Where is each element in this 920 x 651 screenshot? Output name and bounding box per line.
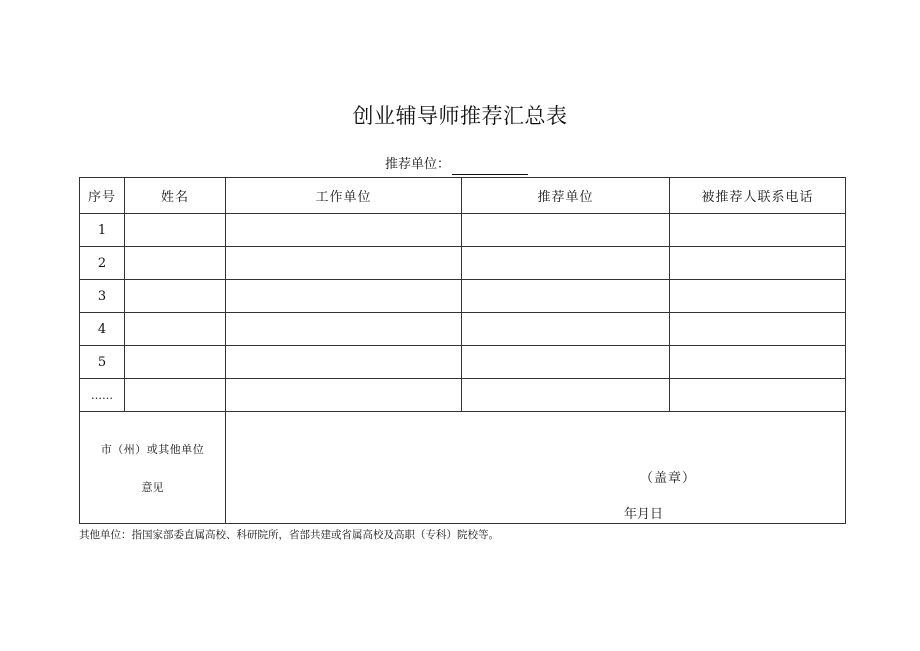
document-title: 创业辅导师推荐汇总表 bbox=[352, 104, 568, 128]
footnote: 其他单位：指国家部委直属高校、科研院所，省部共建或省属高校及高职（专科）院校等。 bbox=[79, 529, 499, 541]
recommender-unit-blank[interactable] bbox=[452, 158, 528, 175]
phone-cell[interactable] bbox=[670, 247, 846, 280]
workplace-cell[interactable] bbox=[226, 379, 462, 412]
table-header-row bbox=[80, 178, 846, 214]
table-row bbox=[80, 247, 846, 280]
opinion-label-line2: 意见 bbox=[141, 480, 164, 494]
row-index: 2 bbox=[80, 247, 125, 280]
name-cell[interactable] bbox=[125, 346, 226, 379]
opinion-row bbox=[80, 412, 846, 524]
row-index: 1 bbox=[80, 214, 125, 247]
phone-cell[interactable] bbox=[670, 214, 846, 247]
workplace-cell[interactable] bbox=[226, 346, 462, 379]
row-index: 4 bbox=[80, 313, 125, 346]
table-row bbox=[80, 379, 846, 412]
recommender-cell[interactable] bbox=[462, 280, 670, 313]
row-index: 3 bbox=[80, 280, 125, 313]
opinion-label-cell bbox=[80, 412, 226, 524]
opinion-label-line1: 市（州）或其他单位 bbox=[100, 442, 205, 456]
opinion-body-cell[interactable] bbox=[226, 412, 846, 524]
phone-cell[interactable] bbox=[670, 280, 846, 313]
seal-label: （盖章） bbox=[640, 471, 697, 486]
name-cell[interactable] bbox=[125, 379, 226, 412]
recommender-unit-label: 推荐单位： bbox=[385, 157, 451, 172]
row-index: …… bbox=[80, 379, 125, 412]
name-cell[interactable] bbox=[125, 280, 226, 313]
date-label: 年月日 bbox=[624, 507, 664, 522]
summary-table bbox=[79, 177, 846, 524]
table-row bbox=[80, 280, 846, 313]
phone-cell[interactable] bbox=[670, 379, 846, 412]
table-row bbox=[80, 346, 846, 379]
row-index: 5 bbox=[80, 346, 125, 379]
recommender-cell[interactable] bbox=[462, 379, 670, 412]
header-index: 序号 bbox=[80, 178, 125, 214]
phone-cell[interactable] bbox=[670, 313, 846, 346]
phone-cell[interactable] bbox=[670, 346, 846, 379]
name-cell[interactable] bbox=[125, 313, 226, 346]
workplace-cell[interactable] bbox=[226, 214, 462, 247]
table-row bbox=[80, 313, 846, 346]
table-row bbox=[80, 214, 846, 247]
recommender-unit-line bbox=[385, 155, 528, 175]
workplace-cell[interactable] bbox=[226, 313, 462, 346]
name-cell[interactable] bbox=[125, 214, 226, 247]
workplace-cell[interactable] bbox=[226, 247, 462, 280]
recommender-cell[interactable] bbox=[462, 247, 670, 280]
recommender-cell[interactable] bbox=[462, 214, 670, 247]
workplace-cell[interactable] bbox=[226, 280, 462, 313]
recommender-cell[interactable] bbox=[462, 346, 670, 379]
header-name: 姓名 bbox=[125, 178, 226, 214]
header-workplace: 工作单位 bbox=[226, 178, 462, 214]
header-phone: 被推荐人联系电话 bbox=[670, 178, 846, 214]
header-recommender: 推荐单位 bbox=[462, 178, 670, 214]
recommender-cell[interactable] bbox=[462, 313, 670, 346]
name-cell[interactable] bbox=[125, 247, 226, 280]
